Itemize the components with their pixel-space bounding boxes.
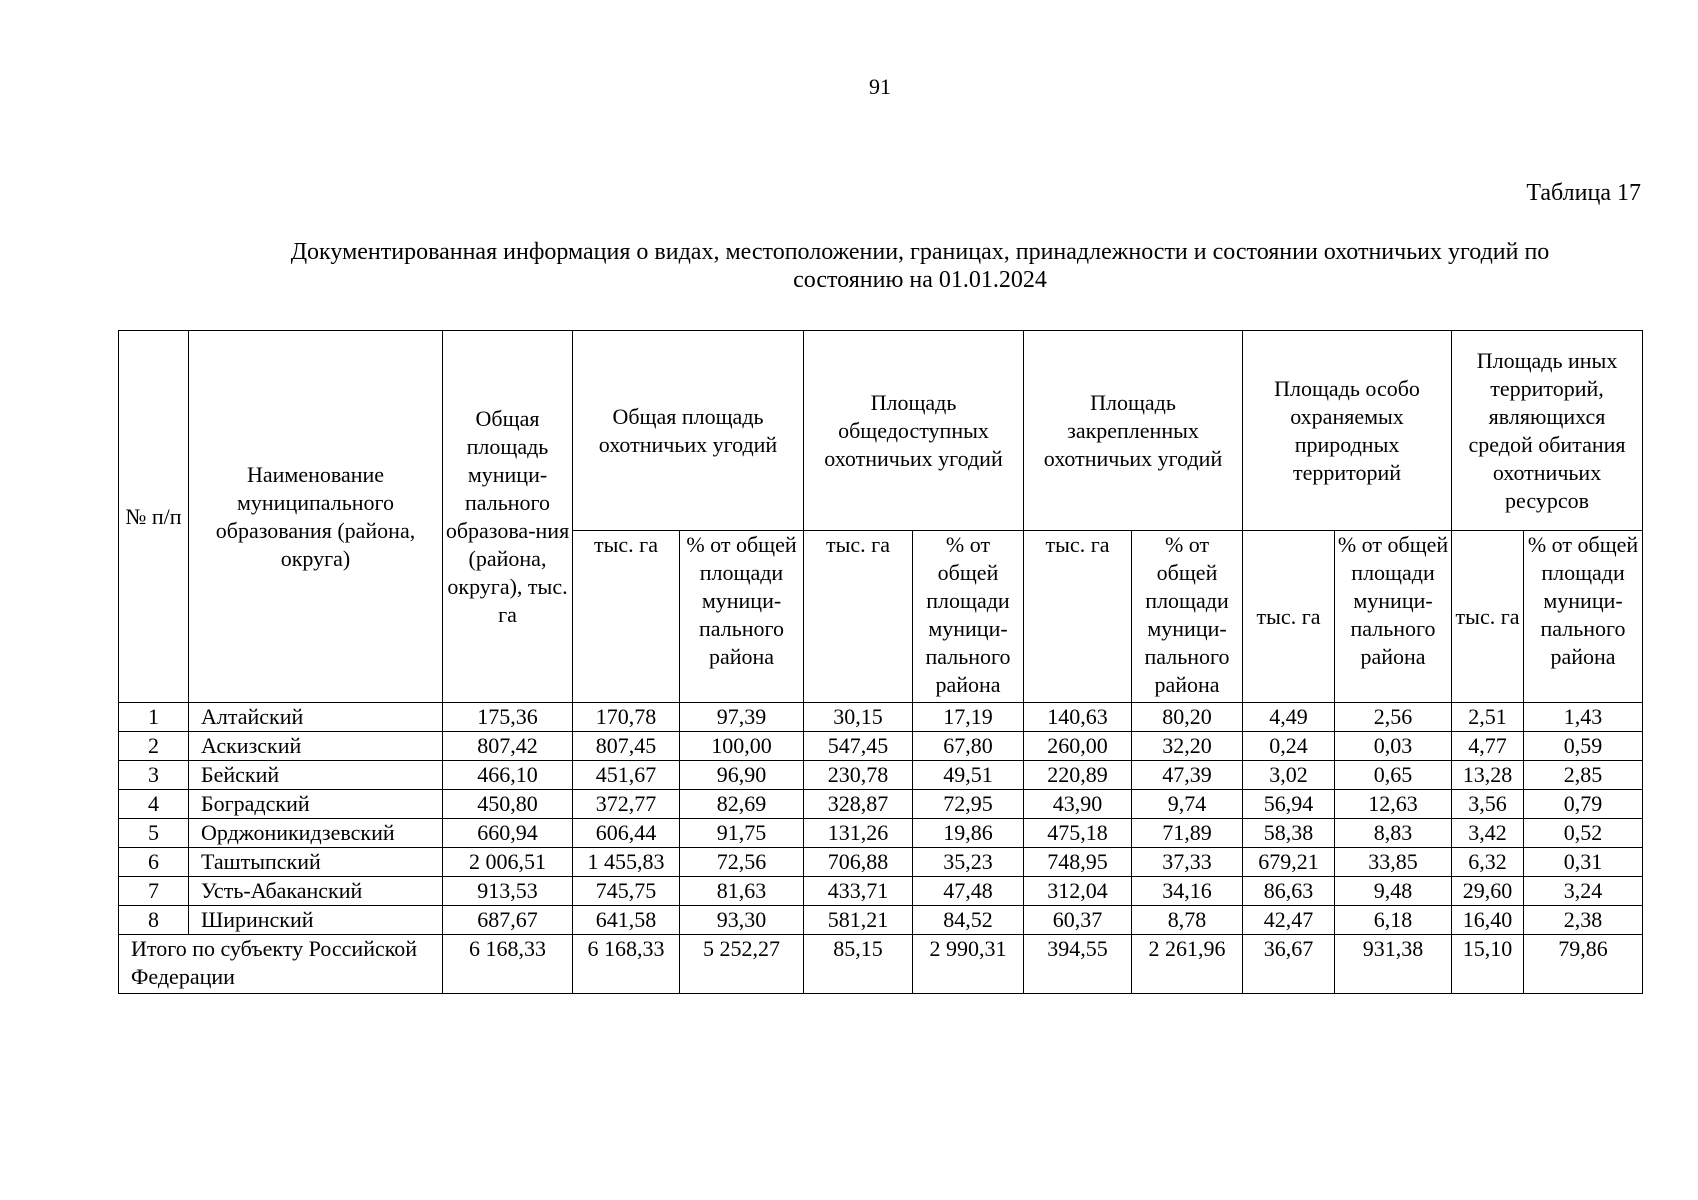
- header-group-total-hunting: Общая площадь охотничьих угодий: [573, 331, 804, 531]
- row-cell-c7: 8,78: [1132, 906, 1243, 935]
- row-cell-c3: 96,90: [680, 761, 804, 790]
- row-cell-c2: 745,75: [573, 877, 680, 906]
- row-cell-c4: 230,78: [804, 761, 913, 790]
- row-cell-c11: 1,43: [1524, 703, 1643, 732]
- row-cell-c3: 81,63: [680, 877, 804, 906]
- header-g1-pct: % от общей площади муници-пального района: [680, 531, 804, 703]
- row-cell-c7: 32,20: [1132, 732, 1243, 761]
- header-g2-pct: % от общей площади муници-пального района: [913, 531, 1024, 703]
- table-row: [119, 790, 1643, 819]
- row-cell-c3: 72,56: [680, 848, 804, 877]
- row-cell-c6: 475,18: [1024, 819, 1132, 848]
- row-cell-c4: 433,71: [804, 877, 913, 906]
- row-cell-c11: 0,79: [1524, 790, 1643, 819]
- row-num: 3: [119, 761, 189, 790]
- table-row: [119, 877, 1643, 906]
- row-cell-c4: 131,26: [804, 819, 913, 848]
- header-g5-pct: % от общей площади муници-пального района: [1524, 531, 1643, 703]
- header-g5-thous-ha: тыс. га: [1452, 531, 1524, 703]
- row-cell-c9: 6,18: [1335, 906, 1452, 935]
- row-cell-c5: 49,51: [913, 761, 1024, 790]
- row-cell-c2: 170,78: [573, 703, 680, 732]
- row-cell-c5: 47,48: [913, 877, 1024, 906]
- table-row: [119, 732, 1643, 761]
- row-cell-c1: 175,36: [443, 703, 573, 732]
- header-num: № п/п: [119, 331, 189, 703]
- row-num: 8: [119, 906, 189, 935]
- row-cell-c4: 328,87: [804, 790, 913, 819]
- row-cell-c1: 807,42: [443, 732, 573, 761]
- total-cell-c1: 6 168,33: [443, 935, 573, 994]
- total-cell-c5: 2 990,31: [913, 935, 1024, 994]
- table-title-line1: Документированная информация о видах, местоположении, границах, принадлежности и состоянии охотничьих угодий по: [290, 239, 1550, 265]
- row-cell-c8: 679,21: [1243, 848, 1335, 877]
- row-cell-c5: 17,19: [913, 703, 1024, 732]
- total-cell-c7: 2 261,96: [1132, 935, 1243, 994]
- row-cell-c2: 1 455,83: [573, 848, 680, 877]
- row-num: 7: [119, 877, 189, 906]
- row-cell-c4: 30,15: [804, 703, 913, 732]
- header-name: Наименование муниципального образования (района, округа): [189, 331, 443, 703]
- row-cell-c9: 9,48: [1335, 877, 1452, 906]
- table-title-line2: состоянию на 01.01.2024: [793, 267, 1047, 293]
- header-g2-thous-ha: тыс. га: [804, 531, 913, 703]
- row-cell-c6: 60,37: [1024, 906, 1132, 935]
- row-cell-c4: 581,21: [804, 906, 913, 935]
- row-cell-c5: 67,80: [913, 732, 1024, 761]
- row-cell-c5: 19,86: [913, 819, 1024, 848]
- row-cell-c11: 2,38: [1524, 906, 1643, 935]
- total-cell-c11: 79,86: [1524, 935, 1643, 994]
- row-cell-c10: 13,28: [1452, 761, 1524, 790]
- row-cell-c8: 58,38: [1243, 819, 1335, 848]
- row-name: Аскизский: [189, 732, 443, 761]
- row-cell-c10: 3,42: [1452, 819, 1524, 848]
- table-row: [119, 703, 1643, 732]
- header-g3-pct: % от общей площади муници-пального района: [1132, 531, 1243, 703]
- header-total-area: Общая площадь муници-пального образова-ния (района, округа), тыс. га: [443, 331, 573, 703]
- header-group-public-hunting: Площадь общедоступных охотничьих угодий: [804, 331, 1024, 531]
- row-name: Усть-Абаканский: [189, 877, 443, 906]
- row-cell-c7: 9,74: [1132, 790, 1243, 819]
- row-cell-c3: 91,75: [680, 819, 804, 848]
- row-cell-c3: 93,30: [680, 906, 804, 935]
- total-cell-c2: 6 168,33: [573, 935, 680, 994]
- row-cell-c9: 0,03: [1335, 732, 1452, 761]
- row-cell-c5: 84,52: [913, 906, 1024, 935]
- row-cell-c10: 3,56: [1452, 790, 1524, 819]
- total-cell-c6: 394,55: [1024, 935, 1132, 994]
- row-cell-c8: 4,49: [1243, 703, 1335, 732]
- row-cell-c9: 2,56: [1335, 703, 1452, 732]
- total-name: Итого по субъекту Российской Федерации: [119, 935, 443, 994]
- table-label: Таблица 17: [1526, 180, 1641, 206]
- row-cell-c8: 0,24: [1243, 732, 1335, 761]
- total-cell-c3: 5 252,27: [680, 935, 804, 994]
- row-cell-c9: 8,83: [1335, 819, 1452, 848]
- row-name: Ширинский: [189, 906, 443, 935]
- row-cell-c1: 660,94: [443, 819, 573, 848]
- header-group-other-territories: Площадь иных территорий, являющихся средой обитания охотничьих ресурсов: [1452, 331, 1643, 531]
- row-name: Таштыпский: [189, 848, 443, 877]
- row-cell-c7: 80,20: [1132, 703, 1243, 732]
- row-name: Алтайский: [189, 703, 443, 732]
- row-cell-c10: 16,40: [1452, 906, 1524, 935]
- table-row: [119, 819, 1643, 848]
- row-cell-c10: 4,77: [1452, 732, 1524, 761]
- total-cell-c10: 15,10: [1452, 935, 1524, 994]
- row-num: 5: [119, 819, 189, 848]
- row-cell-c11: 0,31: [1524, 848, 1643, 877]
- total-cell-c9: 931,38: [1335, 935, 1452, 994]
- row-cell-c9: 33,85: [1335, 848, 1452, 877]
- header-g4-pct: % от общей площади муници-пального района: [1335, 531, 1452, 703]
- row-cell-c4: 547,45: [804, 732, 913, 761]
- total-row: [119, 935, 1643, 994]
- row-name: Боградский: [189, 790, 443, 819]
- row-cell-c2: 372,77: [573, 790, 680, 819]
- header-group-protected-areas: Площадь особо охраняемых природных территорий: [1243, 331, 1452, 531]
- row-cell-c6: 140,63: [1024, 703, 1132, 732]
- row-cell-c9: 0,65: [1335, 761, 1452, 790]
- hunting-grounds-table: [118, 330, 1643, 994]
- row-cell-c5: 72,95: [913, 790, 1024, 819]
- row-cell-c2: 451,67: [573, 761, 680, 790]
- table-row: [119, 906, 1643, 935]
- row-cell-c11: 0,59: [1524, 732, 1643, 761]
- table-row: [119, 848, 1643, 877]
- row-cell-c7: 37,33: [1132, 848, 1243, 877]
- row-cell-c7: 71,89: [1132, 819, 1243, 848]
- row-num: 2: [119, 732, 189, 761]
- table-title: [200, 238, 1640, 294]
- row-name: Бейский: [189, 761, 443, 790]
- row-num: 6: [119, 848, 189, 877]
- header-g1-thous-ha: тыс. га: [573, 531, 680, 703]
- row-cell-c3: 97,39: [680, 703, 804, 732]
- header-g4-thous-ha: тыс. га: [1243, 531, 1335, 703]
- row-cell-c10: 2,51: [1452, 703, 1524, 732]
- row-cell-c10: 6,32: [1452, 848, 1524, 877]
- row-cell-c3: 82,69: [680, 790, 804, 819]
- header-g3-thous-ha: тыс. га: [1024, 531, 1132, 703]
- row-cell-c11: 2,85: [1524, 761, 1643, 790]
- row-cell-c1: 466,10: [443, 761, 573, 790]
- row-cell-c1: 913,53: [443, 877, 573, 906]
- row-cell-c1: 450,80: [443, 790, 573, 819]
- row-cell-c8: 86,63: [1243, 877, 1335, 906]
- row-cell-c9: 12,63: [1335, 790, 1452, 819]
- row-cell-c6: 260,00: [1024, 732, 1132, 761]
- header-group-assigned-hunting: Площадь закрепленных охотничьих угодий: [1024, 331, 1243, 531]
- row-num: 1: [119, 703, 189, 732]
- row-cell-c2: 641,58: [573, 906, 680, 935]
- row-cell-c8: 3,02: [1243, 761, 1335, 790]
- row-cell-c7: 34,16: [1132, 877, 1243, 906]
- row-cell-c2: 606,44: [573, 819, 680, 848]
- page-number: 91: [869, 74, 891, 99]
- row-cell-c6: 220,89: [1024, 761, 1132, 790]
- row-cell-c6: 312,04: [1024, 877, 1132, 906]
- row-cell-c3: 100,00: [680, 732, 804, 761]
- row-cell-c8: 56,94: [1243, 790, 1335, 819]
- row-cell-c4: 706,88: [804, 848, 913, 877]
- row-cell-c1: 687,67: [443, 906, 573, 935]
- row-cell-c7: 47,39: [1132, 761, 1243, 790]
- row-cell-c6: 748,95: [1024, 848, 1132, 877]
- row-cell-c10: 29,60: [1452, 877, 1524, 906]
- row-name: Орджоникидзевский: [189, 819, 443, 848]
- total-cell-c4: 85,15: [804, 935, 913, 994]
- table-row: [119, 761, 1643, 790]
- row-cell-c8: 42,47: [1243, 906, 1335, 935]
- row-cell-c11: 0,52: [1524, 819, 1643, 848]
- row-num: 4: [119, 790, 189, 819]
- row-cell-c2: 807,45: [573, 732, 680, 761]
- row-cell-c11: 3,24: [1524, 877, 1643, 906]
- total-cell-c8: 36,67: [1243, 935, 1335, 994]
- row-cell-c6: 43,90: [1024, 790, 1132, 819]
- row-cell-c5: 35,23: [913, 848, 1024, 877]
- row-cell-c1: 2 006,51: [443, 848, 573, 877]
